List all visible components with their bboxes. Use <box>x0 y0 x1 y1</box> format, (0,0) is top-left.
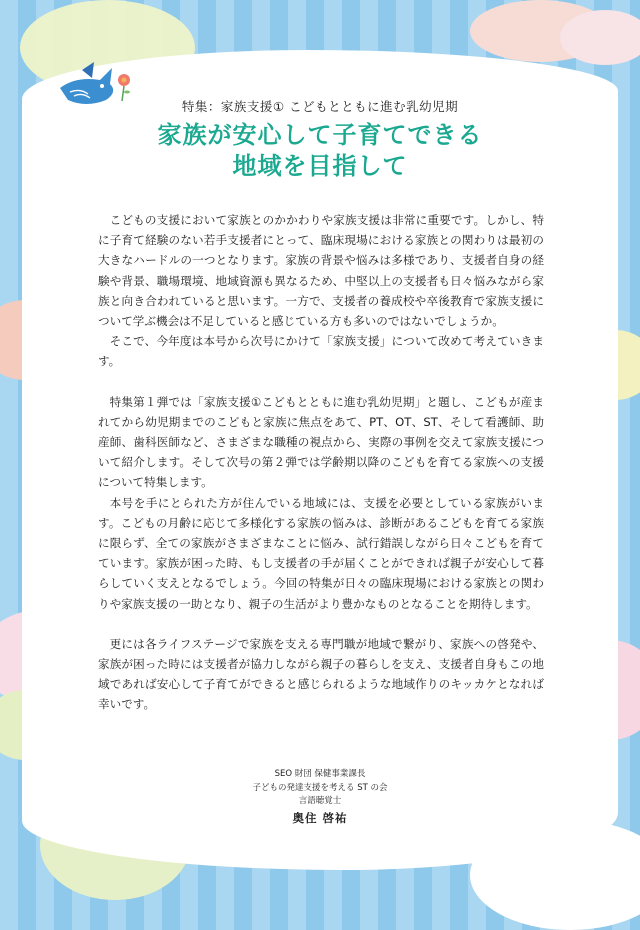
title-line-2: 地域を目指して <box>232 152 408 180</box>
paragraph-1: こどもの支援において家族とのかかわりや家族支援は非常に重要です。しかし、特に子育て経験のない若手支援者にとって、臨床現場における家族との関わりは最初の大きなハードルの一つとなります。家族の背景や悩みは多様であり、支援者自身の経験や背景、職場環境、地域資源も異なるため、中堅以上の支援者も日々悩みながら家族と向き合われていると思います。一方で、支援者の養成校や卒後教育で家族支援について学ぶ機会は不足していると感じている方も多いのではないでしょうか。 <box>98 213 544 329</box>
author-signature <box>0 768 640 825</box>
author-title: SEO 財団 保健事業課長 <box>274 769 366 779</box>
page-title <box>0 120 640 182</box>
author-name: 奥住 啓祐 <box>292 810 348 825</box>
author-profession: 言語聴覚士 <box>298 796 342 806</box>
paragraph-3: 特集第１弾では「家族支援①こどもとともに進む乳幼児期」と題し、こどもが産まれてから幼児期までのこどもと家族に焦点をあて、PT、OT、ST、そして看護師、助産師、歯科医師など、さまざまな職種の視点から、実際の事例を交えて家族支援について紹介します。そして次号の第２弾では学齢期以降のこどもを育てる家族への支援について特集します。 <box>98 394 544 490</box>
paragraph-4: 本号を手にとられた方が住んでいる地域には、支援を必要としている家族がいます。こどもの月齢に応じて多様化する家族の悩みは、診断があるこどもを育てる家族に限らず、全ての家族がさまざまなことに悩み、試行錯誤しながら日々こどもを育てています。家族が困った時、もし支援者の手が届くことができれば親子が安心して暮らしていく支えとなるでしょう。今回の特集が日々の臨床現場における家族との関わりや家族支援の一助となり、親子の生活がより豊かなものとなることを期待します。 <box>98 495 544 611</box>
paragraph-gap <box>98 372 544 392</box>
author-affiliation: 子どもの発達支援を考える ST の会 <box>252 782 388 793</box>
paragraph-2: そこで、今年度は本号から次号にかけて「家族支援」について改めて考えていきます。 <box>98 334 544 369</box>
paragraph-gap <box>98 614 544 634</box>
bubble-pink-topright <box>560 10 640 65</box>
title-line-1: 家族が安心して子育てできる <box>157 121 483 149</box>
article-body <box>98 210 544 715</box>
paragraph-5: 更には各ライフステージで家族を支える専門職が地域で繋がり、家族への啓発や、家族が困った時には支援者が協力しながら親子の暮らしを支え、支援者自身もこの地域であれば安心して子育てができると感じられるような地域作りのキッカケとなれば幸いです。 <box>98 636 544 712</box>
section-kicker: 特集：家族支援① こどもとともに進む乳幼児期 <box>181 99 459 114</box>
